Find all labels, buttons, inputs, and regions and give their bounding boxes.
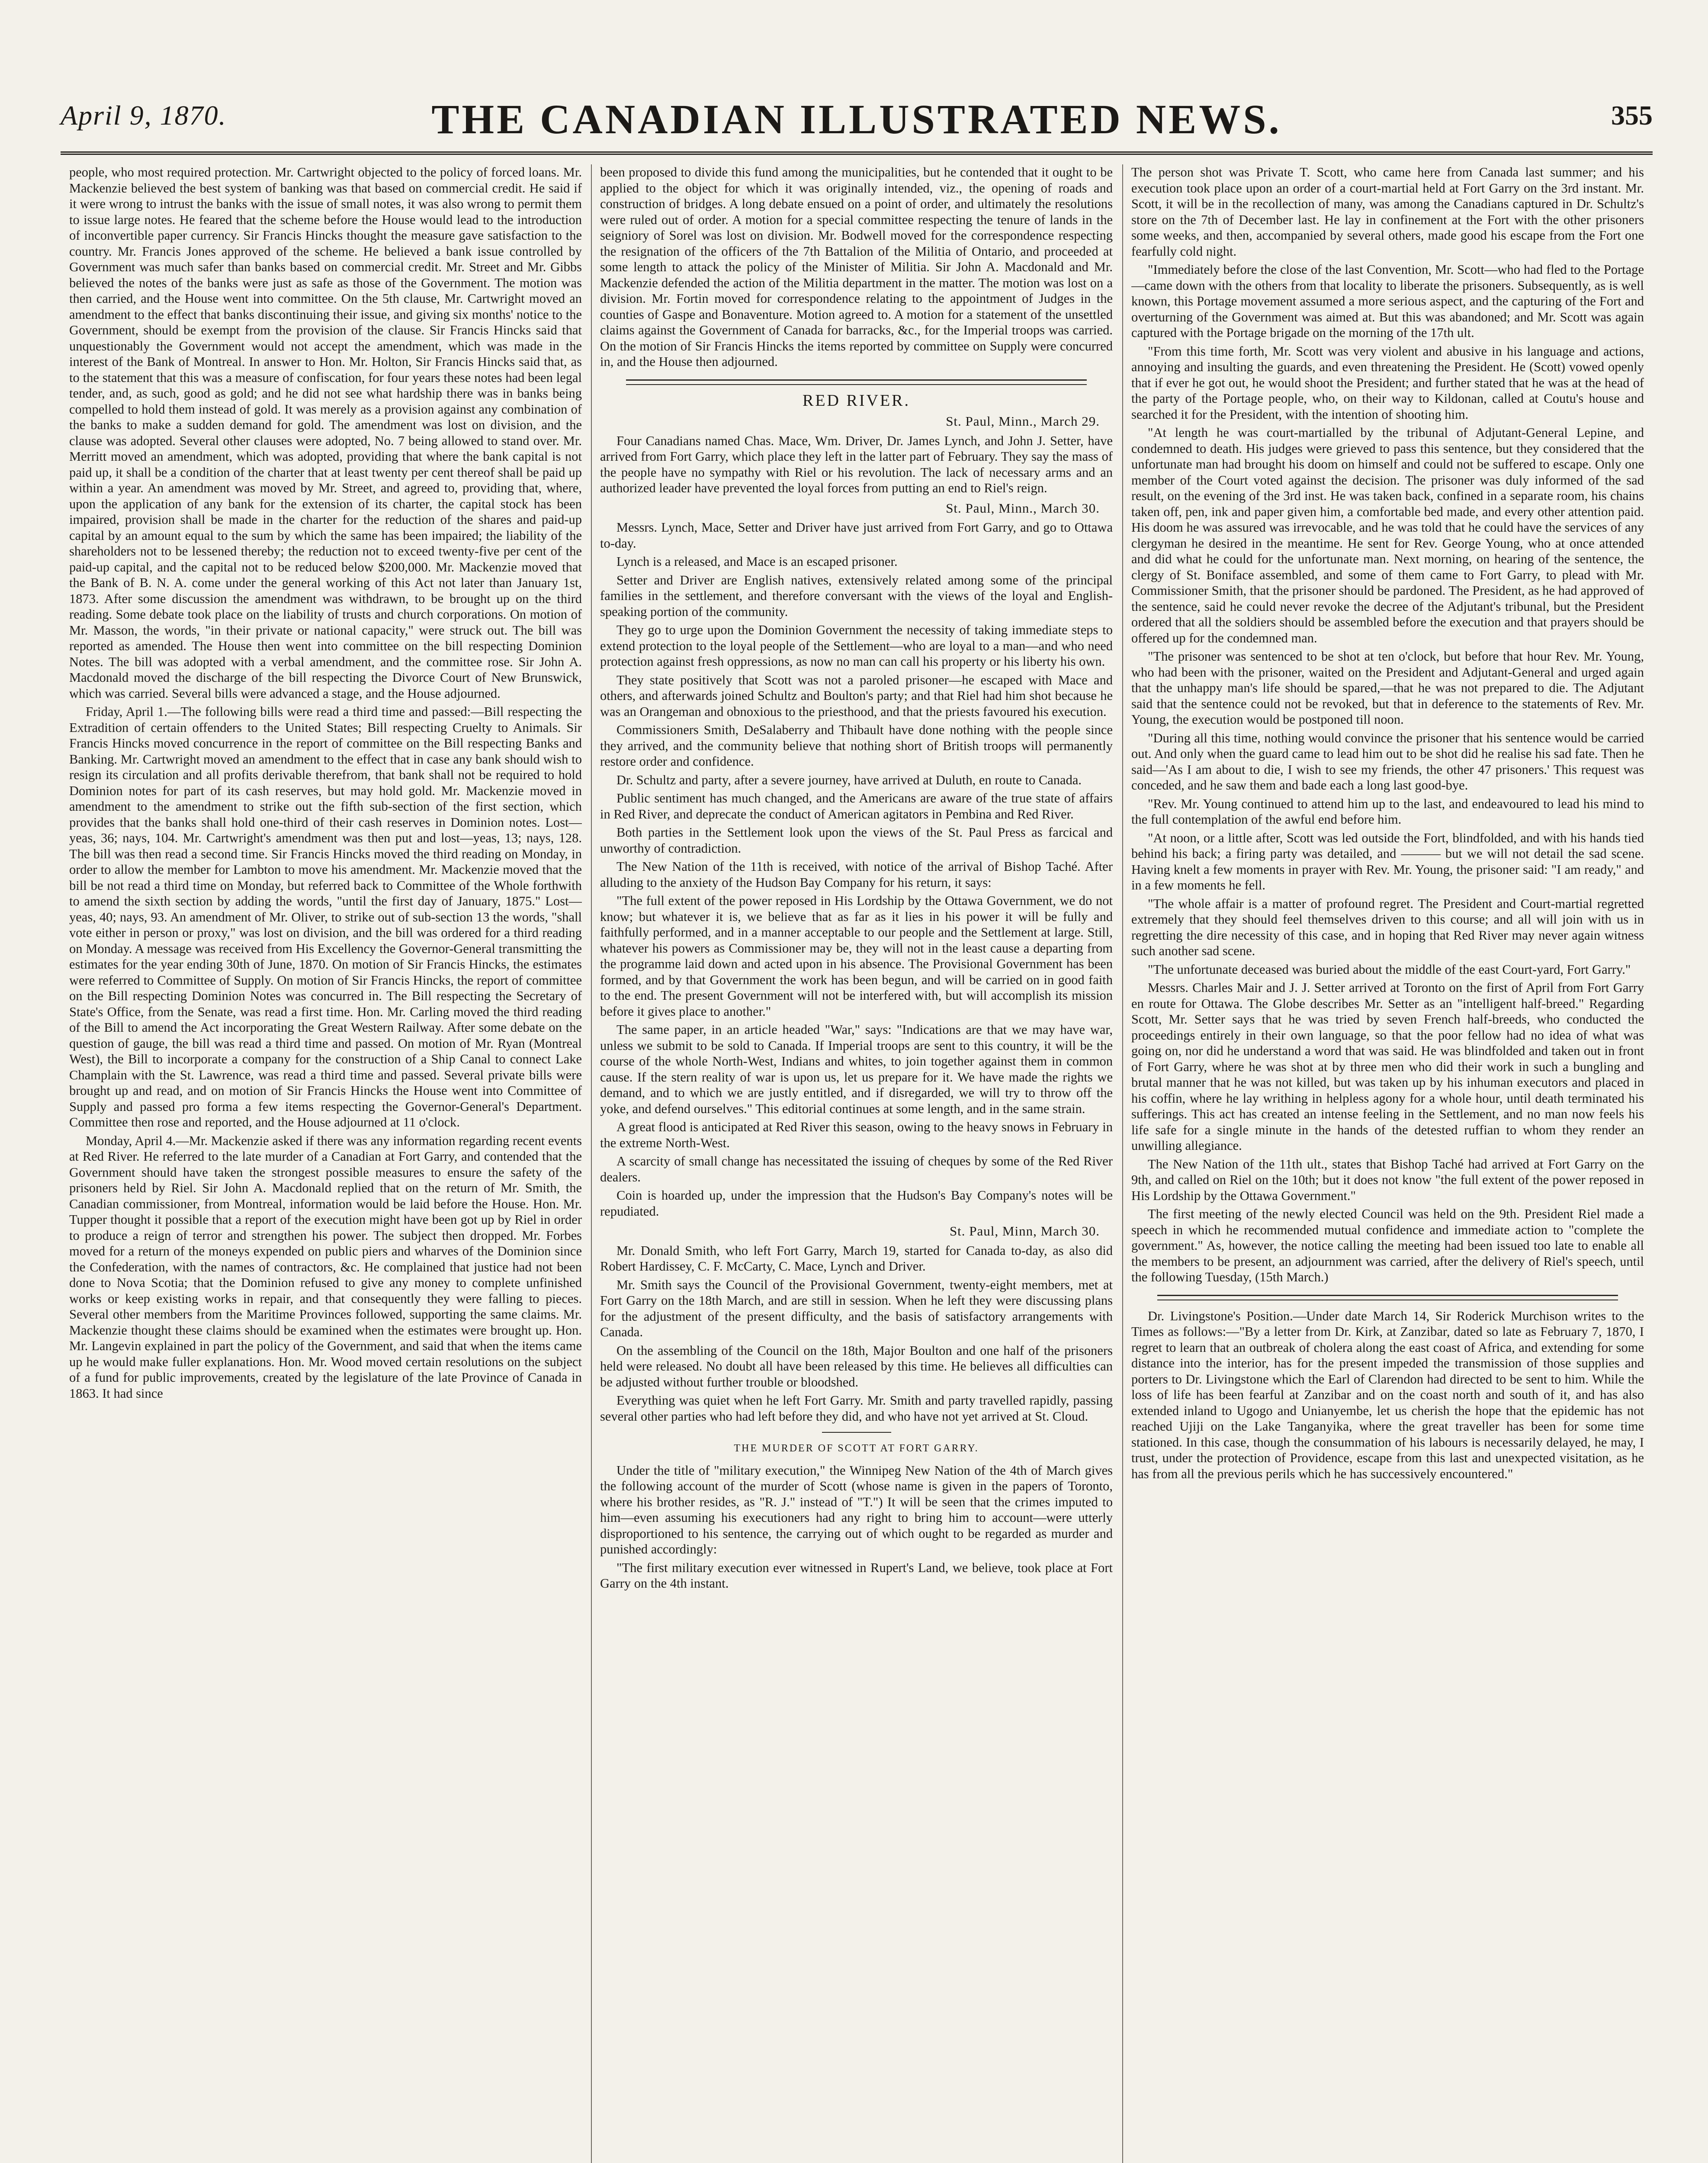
article-paragraph: Monday, April 4.—Mr. Mackenzie asked if there was any information regarding recent events at Red River. He referred to the late murder of a Canadian at Fort Garry, and contended that the Government should have taken the strongest possible measures to ensure the safety of the prisoners held by Riel. Sir John A. Macdonald replied that on the return of Mr. Smith, the Canadian commissioner, from Montreal, information would be laid before the House. Hon. Mr. Tupper thought it possible that a report of the execution might have been got up by Riel in order to produce a reign of terror and strengthen his power. The subject then dropped. Mr. Forbes moved for a return of the moneys expended on public piers and wharves of the Dominion since the Confederation, with the names of contractors, &c. He complained that justice had not been done to Nova Scotia; that the Dominion refused to give any money to complete unfinished works or keep existing works in repair, and that consequently they were falling to pieces. Several other members from the Maritime Provinces followed, supporting the same claims. Mr. Mackenzie thought these claims should be examined when the estimates were brought up. Hon. Mr. Langevin explained in part the policy of the Government, and said that when the items came up he would make fuller explanations. Hon. Mr. Wood moved certain resolutions on the subject of a fund for public improvements, created by the legislature of the late Province of Canada in 1863. It had since	[69, 1133, 582, 1401]
dateline: St. Paul, Minn., March 30.	[946, 500, 1100, 516]
article-paragraph: "At length he was court-martialled by the tribunal of Adjutant-General Lepine, and condemned to death. His judges were grieved to pass this sentence, but they considered that the unfortunate man had brought his doom on himself and could not be suffered to escape. Only one member of the Court voted against the decision. The prisoner was duly informed of the sad result, on the evening of the 3rd inst. He was taken back, confined in a separate room, his chains taken off, pen, ink and paper given him, a comfortable bed made, and every other attention paid. His doom he was assured was irrevocable, and he was told that he could have the services of any clergyman he desired in the meantime. He sent for Rev. George Young, who at once attended and did what he could for the unfortunate man. Next morning, on hearing of the sentence, the clergy of St. Boniface assembled, and some of them came to Fort Garry, to plead with Mr. Commissioner Smith, that the prisoner should be pardoned. The President, as he had approved of the sentence, said he could never revoke the decree of the Adjutant's tribunal, but the President ordered that all the soldiers should be assembled before the execution and that prayers should be offered up for the condemned man.	[1131, 425, 1644, 645]
article-paragraph: Both parties in the Settlement look upon the views of the St. Paul Press as farcical and unworthy of contradiction.	[600, 825, 1113, 856]
article-paragraph: Commissioners Smith, DeSalaberry and Thibault have done nothing with the people since they arrived, and the community believe that nothing short of British troops will permanently restore order and confidence.	[600, 722, 1113, 769]
article-paragraph: been proposed to divide this fund among the municipalities, but he contended that it ought to be applied to the object for which it was originally intended, viz., the opening of roads and construction of bridges. A long debate ensued on a point of order, and ultimately the resolutions were ruled out of order. A motion for a special committee respecting the tenure of lands in the seigniory of Sorel was lost on division. Mr. Bodwell moved for the correspondence respecting the resignation of the officers of the 7th Battalion of the Militia of Ontario, and proceeded at some length to attack the policy of the Minister of Militia. Sir John A. Macdonald and Mr. Mackenzie defended the action of the Militia department in the matter. The motion was lost on a division. Mr. Fortin moved for correspondence relating to the appointment of Judges in the counties of Gaspe and Bonaventure. Motion agreed to. A motion for a statement of the unsettled claims against the Government of Canada for barracks, &c., for the Imperial troops was carried. On the motion of Sir Francis Hincks the items reported by committee on Supply were concurred in, and the House then adjourned.	[600, 165, 1113, 369]
article-paragraph: Four Canadians named Chas. Mace, Wm. Driver, Dr. James Lynch, and John J. Setter, have arrived from Fort Garry, which place they left in the latter part of February. They say the mass of the people have no sympathy with Riel or his revolution. The lack of necessary arms and an authorized leader have prevented the loyal forces from putting an end to Riel's reign.	[600, 433, 1113, 495]
article-paragraph: "The whole affair is a matter of profound regret. The President and Court-martial regretted extremely that they should feel themselves driven to this course; and all will join with us in regretting the dire necessity of this case, and in hoping that Red River may never again witness such another sad scene.	[1131, 896, 1644, 958]
dateline: St. Paul, Minn, March 30.	[949, 1223, 1100, 1239]
issue-date: April 9, 1870.	[61, 100, 227, 131]
page-number: 355	[1611, 100, 1653, 131]
article-paragraph: A scarcity of small change has necessitated the issuing of cheques by some of the Red River dealers.	[600, 1154, 1113, 1184]
newspaper-title: THE CANADIAN ILLUSTRATED NEWS.	[431, 96, 1282, 142]
article-paragraph: They go to urge upon the Dominion Government the necessity of taking immediate steps to extend protection to the loyal people of the Settlement—who are loyal to a man—and who need protection against fresh oppressions, as now no man can call his property or his liberty his own.	[600, 623, 1113, 669]
short-divider	[822, 1432, 891, 1433]
article-paragraph: "The prisoner was sentenced to be shot at ten o'clock, but before that hour Rev. Mr. Young, who had been with the prisoner, waited on the President and Adjutant-General and urged again that the unhappy man's life should be spared,—that he was not prepared to die. The Adjutant said that the sentence could not be revoked, but that in deference to the statements of Rev. Mr. Young, the execution would be postponed till noon.	[1131, 649, 1644, 727]
article-paragraph: "Rev. Mr. Young continued to attend him up to the last, and endeavoured to lead his mind to the full contemplation of the awful end before him.	[1131, 796, 1644, 827]
article-paragraph: "During all this time, nothing would convince the prisoner that his sentence would be carried out. And only when the guard came to lead him out to be shot did he realise his sad fate. Then he said—'As I am about to die, I wish to see my friends, the other 47 prisoners.' This request was conceded, and he saw them and bade each a long last good-bye.	[1131, 730, 1644, 793]
article-paragraph: The first meeting of the newly elected Council was held on the 9th. President Riel made a speech in which he recommended mutual confidence and immediate action to "complete the government." As, however, the notice calling the meeting had been issued too late to enable all the members to be present, an adjournment was carried, after the delivery of Riel's speech, until the following Tuesday, (15th March.)	[1131, 1207, 1644, 1284]
article-paragraph: Messrs. Lynch, Mace, Setter and Driver have just arrived from Fort Garry, and go to Ottawa to-day.	[600, 520, 1113, 551]
article-paragraph: Messrs. Charles Mair and J. J. Setter arrived at Toronto on the first of April from Fort Garry en route for Ottawa. The Globe describes Mr. Setter as an "intelligent half-breed." Regarding Scott, Mr. Setter says that he was tried by seven French half-breeds, who conducted the proceedings entirely in their own language, so that the poor fellow had no idea of what was going on, nor did he understand a word that was said. He was blindfolded and taken out in front of Fort Garry, where he was shot at by three men who did their work in such a bungling and brutal manner that he was not killed, but was taken up by his inhuman executors and placed in his coffin, where he lay writhing in helpless agony for a whole hour, until death terminated his sufferings. This act has created an intense feeling in the Settlement, and no man now feels his life safe for a single minute in the hands of the detested ruffian to whom they render an unwilling allegiance.	[1131, 980, 1644, 1153]
article-paragraph: "The first military execution ever witnessed in Rupert's Land, we believe, took place at Fort Garry on the 4th instant.	[600, 1560, 1113, 1591]
section-divider	[626, 379, 1087, 385]
column-scott-execution	[1131, 164, 1644, 2163]
subsection-heading: THE MURDER OF SCOTT AT FORT GARRY.	[734, 1443, 979, 1454]
section-heading: RED RIVER.	[803, 391, 910, 410]
column-parliament-report	[69, 164, 582, 2163]
article-paragraph: "The unfortunate deceased was buried about the middle of the east Court-yard, Fort Garry."	[1148, 962, 1631, 977]
section-divider	[1157, 1295, 1618, 1300]
article-paragraph: "Immediately before the close of the last Convention, Mr. Scott—who had fled to the Portage—came down with the others from that locality to liberate the prisoners. Subsequently, as is well known, this Portage movement assumed a more serious aspect, and the capturing of the Fort and overturning of the Government was aimed at. But this was abandoned; and Mr. Scott was again captured with the Portage brigade on the morning of the 17th ult.	[1131, 262, 1644, 340]
article-paragraph: Lynch is a released, and Mace is an escaped prisoner.	[616, 554, 898, 569]
article-paragraph: "From this time forth, Mr. Scott was very violent and abusive in his language and actions, annoying and insulting the guards, and even threatening the President. He (Scott) vowed openly that if ever he got out, he would shoot the President; and further stated that he was at the head of the party of the Portage people, who, on their way to Kildonan, called at Coutu's house and searched it for the President, with the intention of shooting him.	[1131, 343, 1644, 422]
column-divider	[591, 164, 592, 2163]
column-red-river	[600, 164, 1113, 2163]
column-divider	[1122, 164, 1123, 2163]
article-paragraph: "At noon, or a little after, Scott was led outside the Fort, blindfolded, and with his hands tied behind his back; a firing party was detailed, and ——— but we will not detail the sad scene. Having knelt a few moments in prayer with Rev. Mr. Young, the prisoner said: "I am ready," and in a few moments he fell.	[1131, 830, 1644, 892]
article-paragraph: They state positively that Scott was not a paroled prisoner—he escaped with Mace and others, and afterwards joined Schultz and Boulton's party; and that Riel had him shot because he was an Orangeman and obnoxious to the priesthood, and that the priests favoured his execution.	[600, 672, 1113, 719]
text-columns	[69, 164, 1644, 2163]
article-paragraph: Friday, April 1.—The following bills were read a third time and passed:—Bill respecting the Extradition of certain offenders to the United States; Bill respecting Cruelty to Animals. Sir Francis Hincks moved concurrence in the report of committee on the Bill respecting Banks and Banking. Mr. Cartwright moved an amendment to the effect that in case any bank should wish to resign its circulation and all profits derivable therefrom, that bank shall not be required to hold Dominion notes for part of its cash reserves, but may hold gold. Mr. Mackenzie moved in amendment to the amendment to strike out the fifth sub-section of the first section, which provides that the banks shall hold one-third of their cash reserves in Dominion notes. Lost—yeas, 36; nays, 104. Mr. Cartwright's amendment was then put and lost—yeas, 13; nays, 128. The bill was then read a second time. Sir Francis Hincks moved the third reading on Monday, in order to allow the member for Lambton to move his amendment. Mr. Mackenzie moved that the bill be not read a third time on Monday, but referred back to Committee of the Whole forthwith to amend the sixth section by adding the words, "until the first day of January, 1875." Lost—yeas, 40; nays, 93. An amendment of Mr. Oliver, to strike out of sub-section 13 the words, "shall vote either in person or proxy," was lost on division, and the bill was ordered for a third reading on Monday. A message was received from His Excellency the Governor-General transmitting the estimates for the year ending 30th of June, 1870. On motion of Sir Francis Hincks, the estimates were referred to Committee of Supply. On motion of Sir Francis Hincks, the report of committee on the Bill respecting Dominion Notes was concurred in. The Bill respecting the Secretary of State's Office, from the Senate, was read a first time. Hon. Mr. Carling moved the third reading of the Bill to amend the Act incorporating the Great Western Railway. After some debate on the question of gauge, the bill was read a third time and passed. On motion of Mr. Ryan (Montreal West), the Bill to incorporate a company for the construction of a Ship Canal to connect Lake Champlain with the St. Lawrence, was read a third time and passed. Several private bills were brought up and read, and on motion of Sir Francis Hincks the House went into Committee of Supply and passed pro forma a few items respecting the Governor-General's Department. Committee then rose and reported, and the House adjourned at 11 o'clock.	[69, 704, 582, 1130]
article-paragraph: people, who most required protection. Mr. Cartwright objected to the policy of forced loans. Mr. Mackenzie believed the best system of banking was that based on commercial credit. He said if it were wrong to intrust the banks with the issue of small notes, it was also wrong to permit them to issue large notes. He feared that the scheme before the House would lead to the introduction of inconvertible paper currency. Sir Francis Hincks thought the measure gave satisfaction to the country. Mr. Francis Jones approved of the scheme. He believed a bank issue controlled by Government was much safer than banks based on commercial credit. Mr. Street and Mr. Gibbs believed the notes of the banks were just as safe as those of the Government. The motion was then carried, and the House went into committee. On the 5th clause, Mr. Cartwright moved an amendment to the effect that banks discontinuing their issue, and giving six months' notice to the Government, should be exempt from the provision of the clause. Sir Francis Hincks said that unquestionably the Government would not accept the amendment, which was made in the interest of the Bank of Montreal. In answer to Hon. Mr. Holton, Sir Francis Hincks said that, as to the statement that this was a measure of confiscation, for four years these notes had been legal tender, and, as such, good as gold; and he did not see what hardship there was in banks being compelled to hold them instead of gold. It was merely as a provision against any combination of the banks to make a sudden demand for gold. The amendment was lost on division, and the clause was adopted. Several other clauses were adopted, No. 7 being allowed to stand over. Mr. Merritt moved an amendment, which was adopted, providing that where the bank capital is not paid up, it shall be a condition of the charter that at least twenty per cent thereof shall be paid up within a year. An amendment was moved by Mr. Street, and agreed to, providing that, where, upon the application of any bank for the extension of its charter, the capital stock has been impaired, provision shall be made in the charter for the reduction of the shares and paid-up capital by an amount equal to the sum by which the same has been impaired; the liability of the shareholders not to be lessened thereby; the reduction not to exceed twenty-five per cent of the paid-up capital, and the capital not to be reduced below $200,000. Mr. Mackenzie moved that the Bank of B. N. A. come under the general working of this Act not later than January 1st, 1873. After some discussion the amendment was withdrawn, to be brought up on the third reading. Some debate took place on the liability of trusts and church corporations. On motion of Mr. Masson, the words, "in their private or national capacity," were struck out. The bill was reported as amended. The House then went into committee on the bill respecting Dominion Notes. The bill was adopted with a verbal amendment, and the committee rose. Sir John A. Macdonald moved the discharge of the bill respecting the Divorce Court of New Brunswick, which was carried. Several bills were advanced a stage, and the House adjourned.	[69, 165, 582, 701]
article-paragraph: The New Nation of the 11th ult., states that Bishop Taché had arrived at Fort Garry on the 9th, and called on Riel on the 10th; but it does not know "the full extent of the power reposed in His Lordship by the Ottawa Government."	[1131, 1156, 1644, 1203]
article-paragraph: The New Nation of the 11th is received, with notice of the arrival of Bishop Taché. After alluding to the anxiety of the Hudson Bay Company for his return, it says:	[600, 859, 1113, 890]
article-paragraph: Under the title of "military execution," the Winnipeg New Nation of the 4th of March gives the following account of the murder of Scott (whose name is given in the papers of Toronto, where his brother resides, as "R. J." instead of "T.") It will be seen that the crimes imputed to him—even assuming his executioners had any right to bring him to account—were utterly disproportioned to his sentence, the carrying out of which ought to be regarded as murder and punished accordingly:	[600, 1463, 1113, 1556]
article-paragraph: Setter and Driver are English natives, extensively related among some of the principal families in the settlement, and therefore conversant with the views of the loyal and English-speaking portion of the community.	[600, 572, 1113, 619]
article-paragraph: Dr. Schultz and party, after a severe journey, have arrived at Duluth, en route to Canada.	[616, 772, 1082, 787]
article-paragraph: Everything was quiet when he left Fort Garry. Mr. Smith and party travelled rapidly, passing several other parties who had left before they did, and who have not yet arrived at St. Cloud.	[600, 1393, 1113, 1424]
article-paragraph: The same paper, in an article headed "War," says: "Indications are that we may have war, unless we submit to be sold to Canada. If Imperial troops are sent to this country, it will be the course of the whole North-West, Indians and whites, to join together against them in common cause. If the stern reality of war is upon us, let us prepare for it. We have made the rights we demand, and to which we are justly entitled, and if disregarded, we will try to throw off the yoke, and defend ourselves." This editorial continues at some length, and in the same strain.	[600, 1022, 1113, 1116]
article-paragraph: A great flood is anticipated at Red River this season, owing to the heavy snows in February in the extreme North-West.	[600, 1120, 1113, 1150]
article-paragraph: Public sentiment has much changed, and the Americans are aware of the true state of affairs in Red River, and deprecate the conduct of American agitators in Pembina and Red River.	[600, 791, 1113, 822]
article-paragraph: Coin is hoarded up, under the impression that the Hudson's Bay Company's notes will be repudiated.	[600, 1188, 1113, 1219]
article-paragraph: "The full extent of the power reposed in His Lordship by the Ottawa Government, we do not know; but whatever it is, we believe that as far as it lies in his power it will be fully and faithfully performed, and in a manner acceptable to our people and the Settlement at large. Still, whatever his powers as Commissioner may be, they will not in the least cause a departing from the programme laid down and acted upon in his absence. The Provisional Government has been formed, and by that Government the work has been begun, and will be carried on in good faith to the end. The present Government will not be interfered with, but will accomplish its mission before it gives place to another."	[600, 893, 1113, 1019]
article-paragraph: On the assembling of the Council on the 18th, Major Boulton and one half of the prisoners held were released. No doubt all have been released by this time. He believes all difficulties can be adjusted without further trouble or bloodshed.	[600, 1343, 1113, 1390]
dateline: St. Paul, Minn., March 29.	[946, 414, 1100, 429]
masthead	[61, 91, 1653, 155]
article-paragraph: Mr. Donald Smith, who left Fort Garry, March 19, started for Canada to-day, as also did Robert Hardissey, C. F. McCarty, C. Mace, Lynch and Driver.	[600, 1243, 1113, 1274]
article-paragraph: Mr. Smith says the Council of the Provisional Government, twenty-eight members, met at Fort Garry on the 18th March, and are still in session. When he left they were discussing plans for the adjustment of the present difficulty, and the basis of satisfactory arrangements with Canada.	[600, 1277, 1113, 1339]
article-paragraph: Dr. Livingstone's Position.—Under date March 14, Sir Roderick Murchison writes to the Times as follows:—"By a letter from Dr. Kirk, at Zanzibar, dated so late as February 7, 1870, I regret to learn that an outbreak of cholera along the east coast of Africa, and extending for some distance into the interior, has for the present impeded the transmission of those supplies and porters to Dr. Livingstone which the Earl of Clarendon had directed to be sent to him. While the loss of life has been fearful at Zanzibar and on the coast north and south of it, and has also extended inland to Ugogo and Unianyembe, let us cherish the hope that the epidemic has not reached Ujiji on the Lake Tanganyika, where the great traveller has been for some time stationed. In this case, though the consummation of his labours is necessarily delayed, he may, I trust, under the protection of Providence, escape from this last and unexpected visitation, as he has from all the previous perils which he has successively encountered."	[1131, 1308, 1644, 1481]
article-paragraph: The person shot was Private T. Scott, who came here from Canada last summer; and his execution took place upon an order of a court-martial held at Fort Garry on the 3rd instant. Mr. Scott, it will be in the recollection of many, was among the Canadians captured in Dr. Schultz's store on the 7th of December last. He lay in confinement at the Fort with the other prisoners some weeks, and then, accompanied by several others, made good his escape from the Fort one fearfully cold night.	[1131, 165, 1644, 259]
